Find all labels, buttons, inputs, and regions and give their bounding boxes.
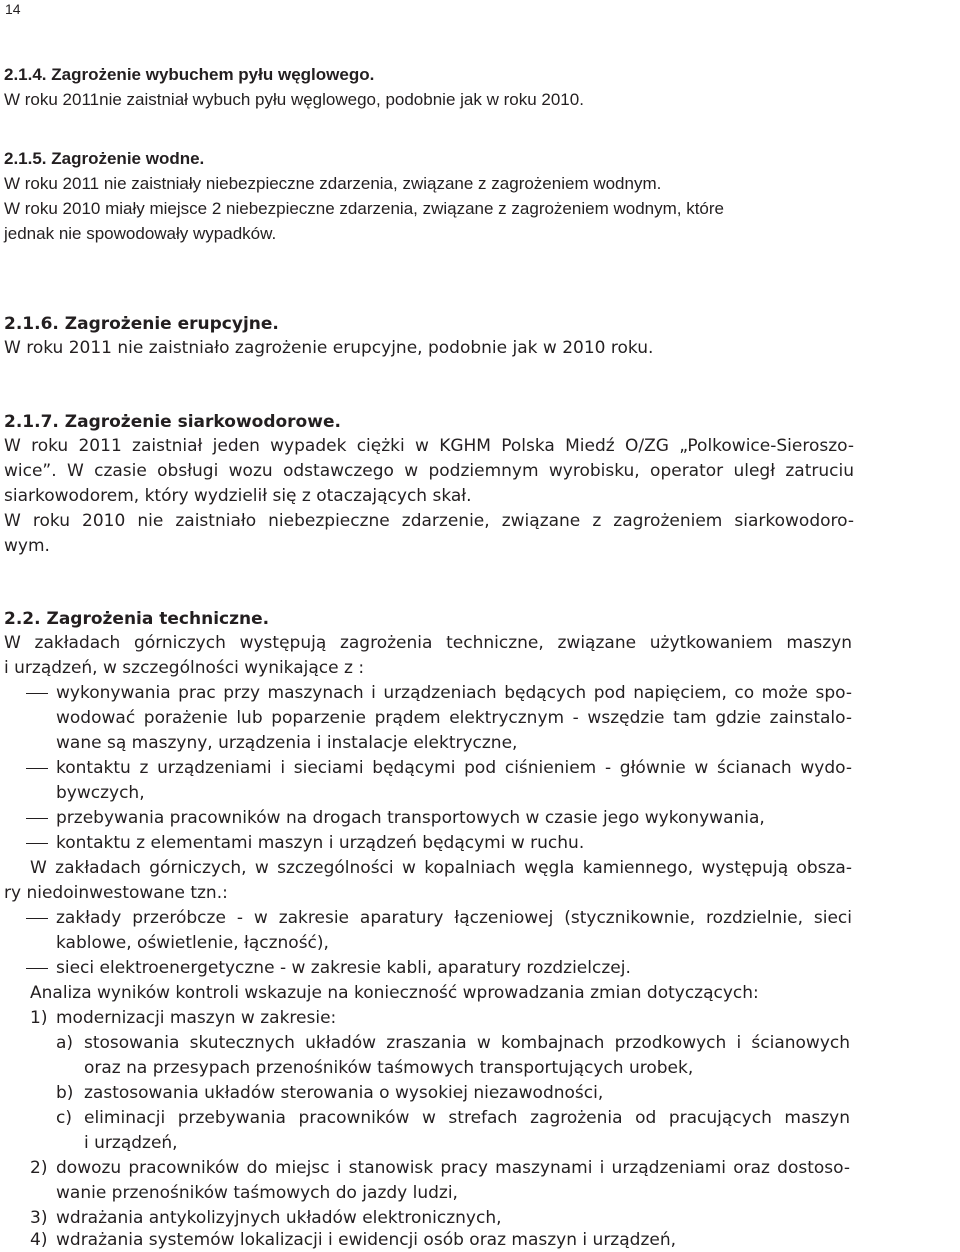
list-item-line: oraz na przesypach przenośników taśmowych transportujących urobek, bbox=[84, 1058, 694, 1078]
list-item-line: wykonywania prac przy maszynach i urządzeniach będących pod napięciem, co może spo- bbox=[56, 683, 852, 703]
section-heading-2-1-6: 2.1.6. Zagrożenie erupcyjne. bbox=[4, 314, 279, 334]
paragraph-line: W roku 2011 zaistniał jeden wypadek ciężki w KGHM Polska Miedź O/ZG „Polkowice-Sieroszo- bbox=[4, 436, 854, 456]
paragraph-line: W roku 2011 nie zaistniały niebezpieczne zdarzenia, związane z zagrożeniem wodnym. bbox=[4, 174, 662, 193]
paragraph-line: Analiza wyników kontroli wskazuje na konieczność wprowadzania zmian dotyczących: bbox=[30, 983, 759, 1003]
list-item-line: sieci elektroenergetyczne - w zakresie kabli, aparatury rozdzielczej. bbox=[56, 958, 631, 978]
list-item-line: kontaktu z elementami maszyn i urządzeń będącymi w ruchu. bbox=[56, 833, 585, 853]
paragraph-line: W roku 2010 miały miejsce 2 niebezpieczne zdarzenia, związane z zagrożeniem wodnym, które bbox=[4, 199, 725, 218]
dash-bullet bbox=[26, 768, 48, 769]
list-number: 4) bbox=[30, 1230, 48, 1250]
list-item-line: wanie przenośników taśmowych do jazdy ludzi, bbox=[56, 1183, 458, 1203]
list-number: 2) bbox=[30, 1158, 48, 1178]
dash-bullet bbox=[26, 693, 48, 694]
list-item-line: dowozu pracowników do miejsc i stanowisk pracy maszynami i urządzeniami oraz dostoso- bbox=[56, 1158, 850, 1178]
paragraph-line: wice”. W czasie obsługi wozu odstawczego w podziemnym wyrobisku, operator uległ zatruciu bbox=[4, 461, 854, 481]
paragraph-line: jednak nie spowodowały wypadków. bbox=[4, 224, 277, 243]
section-heading-2-1-7: 2.1.7. Zagrożenie siarkowodorowe. bbox=[4, 412, 341, 432]
section-heading-2-1-4: 2.1.4. Zagrożenie wybuchem pyłu węglowego. bbox=[4, 65, 375, 84]
list-item-line: bywczych, bbox=[56, 783, 145, 803]
list-number: 1) bbox=[30, 1008, 48, 1028]
list-item-line: i urządzeń, bbox=[84, 1133, 178, 1153]
paragraph-line: W zakładach górniczych, w szczególności w kopalniach węgla kamiennego, występują obsza- bbox=[30, 858, 852, 878]
list-item-line: eliminacji przebywania pracowników w strefach zagrożenia od pracujących maszyn bbox=[84, 1108, 850, 1128]
list-item-line: przebywania pracowników na drogach transportowych w czasie jego wykonywania, bbox=[56, 808, 765, 828]
section-heading-2-1-5: 2.1.5. Zagrożenie wodne. bbox=[4, 149, 205, 168]
page-number: 14 bbox=[5, 1, 21, 17]
dash-bullet bbox=[26, 918, 48, 919]
list-letter: a) bbox=[56, 1033, 74, 1053]
paragraph-line: W zakładach górniczych występują zagrożenia techniczne, związane użytkowaniem maszyn bbox=[4, 633, 852, 653]
paragraph-line: W roku 2011nie zaistniał wybuch pyłu węglowego, podobnie jak w roku 2010. bbox=[4, 90, 584, 109]
dash-bullet bbox=[26, 843, 48, 844]
paragraph-line: i urządzeń, w szczególności wynikające z : bbox=[4, 658, 365, 678]
list-item-line: stosowania skutecznych układów zraszania w kombajnach przodkowych i ścianowych bbox=[84, 1033, 850, 1053]
list-item-line: modernizacji maszyn w zakresie: bbox=[56, 1008, 337, 1028]
paragraph-line: W roku 2011 nie zaistniało zagrożenie erupcyjne, podobnie jak w 2010 roku. bbox=[4, 338, 654, 358]
list-item-line: wdrażania antykolizyjnych układów elektronicznych, bbox=[56, 1208, 502, 1228]
list-letter: b) bbox=[56, 1083, 74, 1103]
list-item-line: wane są maszyny, urządzenia i instalacje elektryczne, bbox=[56, 733, 518, 753]
dash-bullet bbox=[26, 968, 48, 969]
list-item-line: wodować porażenie lub poparzenie prądem elektrycznym - wszędzie tam gdzie zainstalo- bbox=[56, 708, 852, 728]
list-number: 3) bbox=[30, 1208, 48, 1228]
paragraph-line: wym. bbox=[4, 536, 50, 556]
paragraph-line: siarkowodorem, który wydzielił się z otaczających skał. bbox=[4, 486, 472, 506]
list-item-line: kontaktu z urządzeniami i sieciami będącymi pod ciśnieniem - głównie w ścianach wydo- bbox=[56, 758, 852, 778]
paragraph-line: ry niedoinwestowane tzn.: bbox=[4, 883, 228, 903]
paragraph-line: W roku 2010 nie zaistniało niebezpieczne zdarzenie, związane z zagrożeniem siarkowodoro- bbox=[4, 511, 854, 531]
list-letter: c) bbox=[56, 1108, 72, 1128]
list-item-line: wdrażania systemów lokalizacji i ewidencji osób oraz maszyn i urządzeń, bbox=[56, 1230, 677, 1250]
list-item-line: kablowe, oświetlenie, łączność), bbox=[56, 933, 329, 953]
dash-bullet bbox=[26, 818, 48, 819]
section-heading-2-2: 2.2. Zagrożenia techniczne. bbox=[4, 609, 270, 629]
list-item-line: zastosowania układów sterowania o wysokiej niezawodności, bbox=[84, 1083, 604, 1103]
list-item-line: zakłady przeróbcze - w zakresie aparatury łączeniowej (stycznikownie, rozdzielnie, sieci bbox=[56, 908, 852, 928]
